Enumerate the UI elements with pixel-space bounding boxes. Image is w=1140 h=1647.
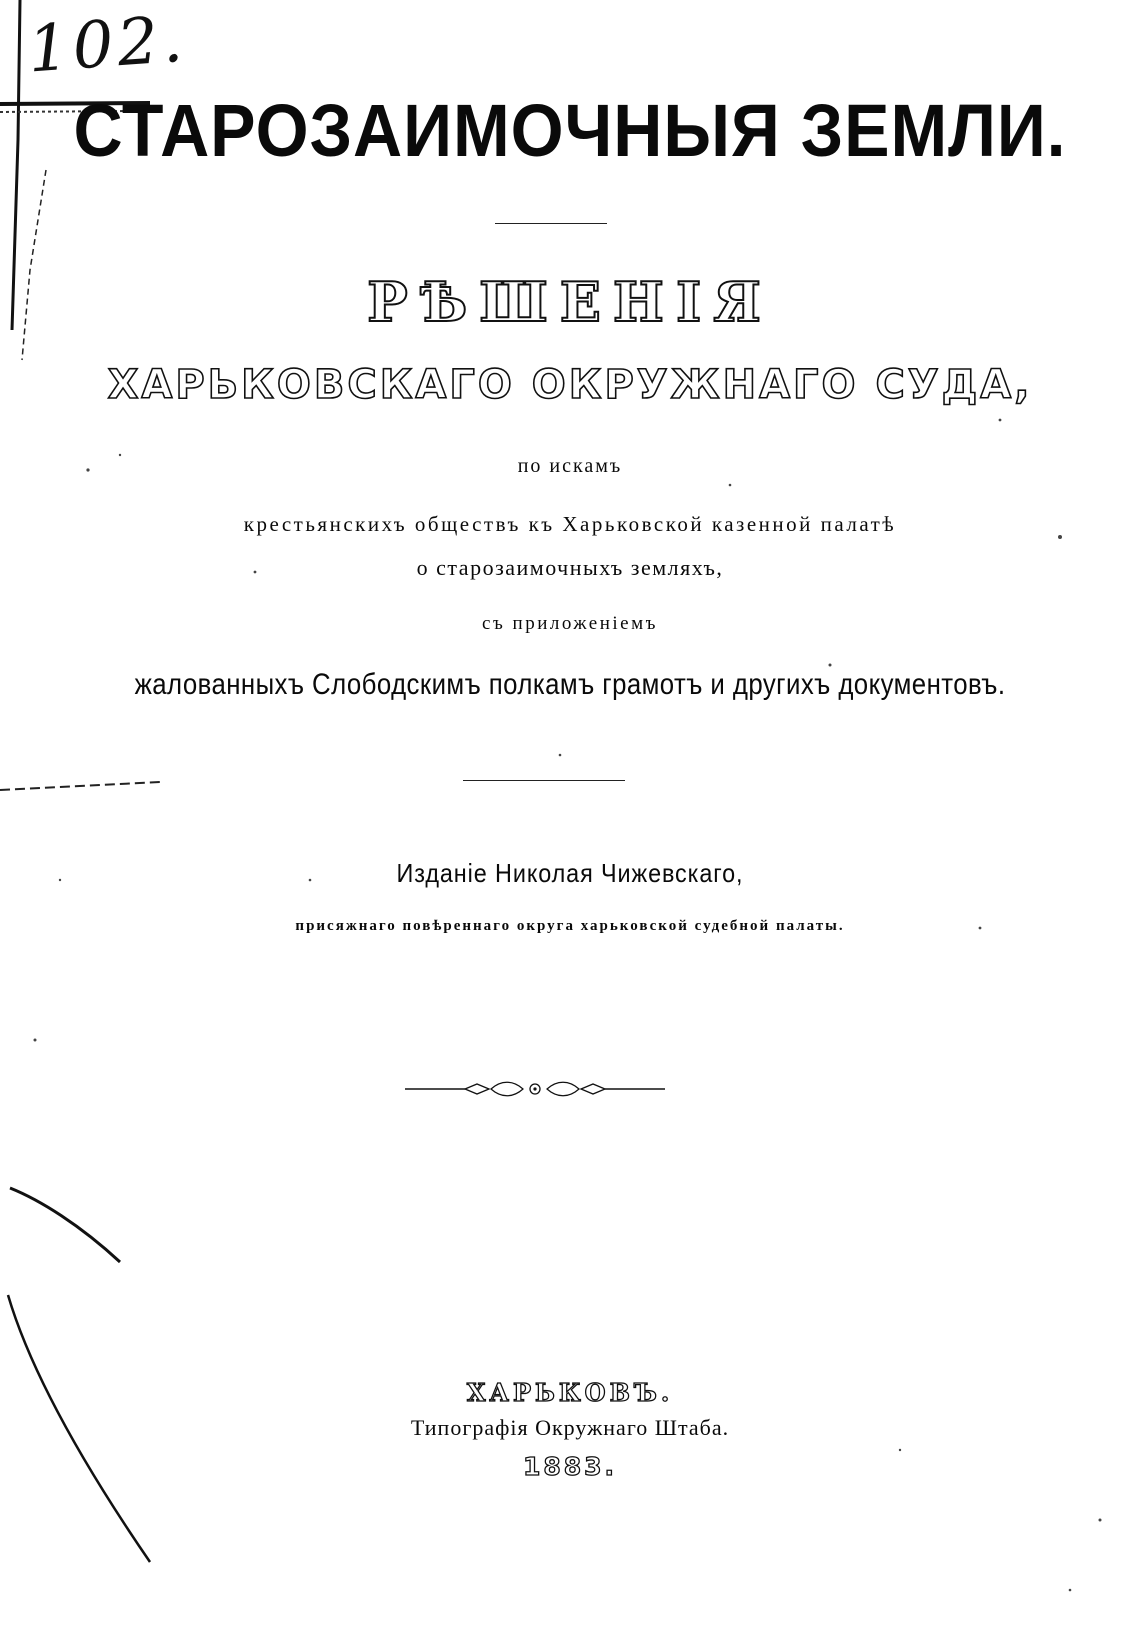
title-divider bbox=[495, 223, 607, 224]
edition-line: Изданіе Николая Чижевскаго, bbox=[396, 858, 744, 888]
imprint-press: Типографія Окружнаго Штаба. bbox=[410, 1415, 730, 1440]
peasants-line: крестьянскихъ обществъ къ Харьковской казенной палатѣ bbox=[243, 512, 897, 536]
page-title: СТАРОЗАИМОЧНЫЯ ЗЕМЛИ. bbox=[73, 89, 1067, 172]
mid-divider bbox=[463, 780, 625, 781]
left-mid-dash bbox=[0, 782, 160, 790]
court-name: ХАРЬКОВСКАГО ОКРУЖНАГО СУДА, bbox=[107, 362, 1033, 408]
by-suits-line: по искамъ bbox=[517, 455, 623, 477]
heading: РѢШЕНІЯ bbox=[367, 270, 773, 334]
imprint-city: ХАРЬКОВЪ. bbox=[466, 1378, 674, 1407]
ornament-divider bbox=[405, 1078, 665, 1100]
about-lands-line: о старозаимочныхъ земляхъ, bbox=[416, 555, 724, 580]
left-lower-stroke bbox=[10, 1188, 120, 1262]
handwritten-number: 102. bbox=[25, 2, 189, 88]
appendix-line: съ приложеніемъ bbox=[482, 613, 658, 634]
imprint-year: 1883. bbox=[522, 1452, 618, 1481]
charters-line: жалованныхъ Слободскимъ полкамъ грамотъ и другихъ документовъ. bbox=[134, 668, 1006, 701]
attorney-line: присяжнаго повѣреннаго округа харьковской судебной палаты. bbox=[295, 918, 845, 934]
